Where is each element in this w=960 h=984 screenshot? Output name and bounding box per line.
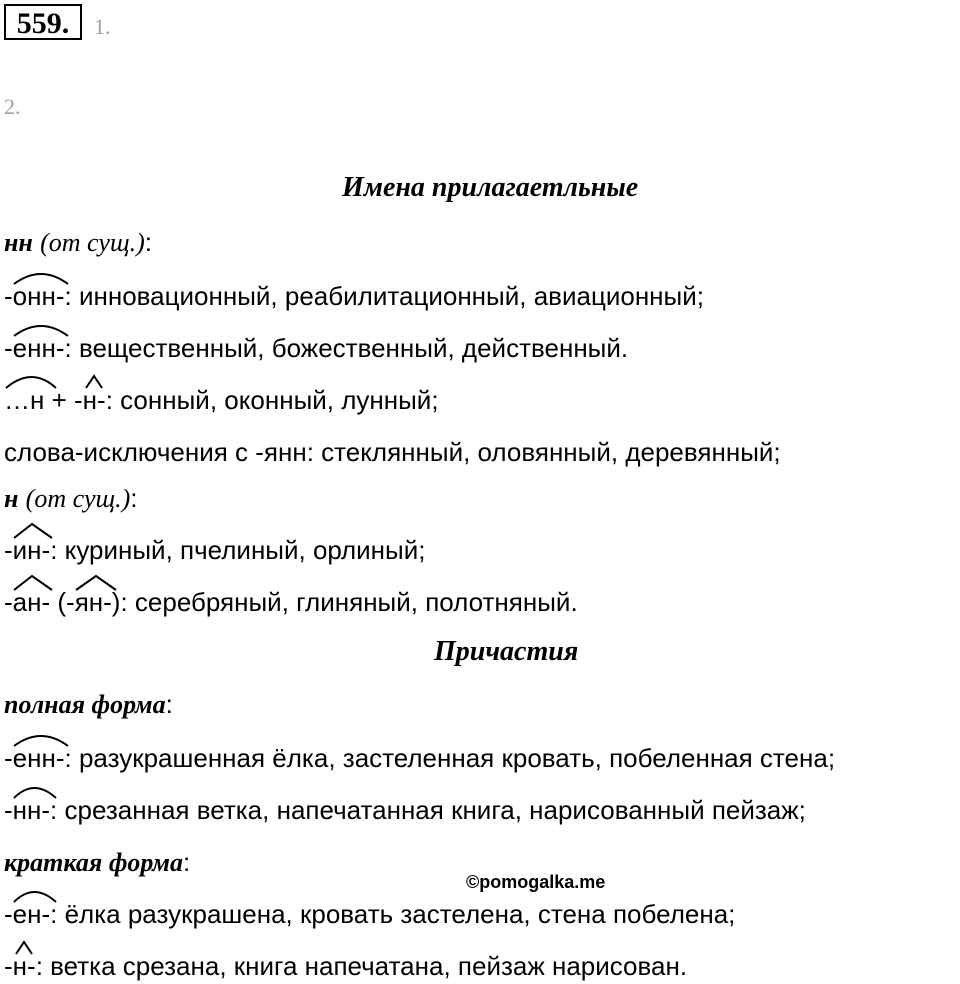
full-form-label: полная форма [4, 690, 166, 719]
nn-label-line [4, 226, 152, 259]
suffix-n: -н- [74, 384, 106, 416]
suffix-enn: -енн- [4, 332, 65, 364]
adj-row-enn-text: : вещественный, божественный, действенный. [64, 333, 629, 363]
suffix-in: -ин- [4, 534, 50, 566]
nn-label: нн [4, 228, 33, 257]
paren-open: ( [50, 587, 67, 617]
nn-colon: : [144, 227, 152, 257]
full-form-line [4, 688, 173, 721]
short-form-label: краткая форма [4, 848, 183, 877]
suffix-arc-icon [4, 888, 64, 902]
n-colon: : [130, 483, 138, 513]
suffix-n-part: -н- [4, 950, 36, 982]
suffix-arc-icon [4, 732, 74, 746]
suffix-caret-icon [4, 940, 44, 954]
n-label-line [4, 482, 138, 515]
item-2-label: 2. [4, 94, 21, 119]
adj-row-onn [4, 280, 704, 312]
adj-row-an [4, 586, 578, 618]
part-row-nn [4, 794, 806, 826]
part-row-enn-text: : разукрашенная ёлка, застеленная кровать, побеленная стена; [64, 743, 836, 773]
suffix-yan: -ян- [66, 586, 112, 618]
suffix-arc-icon [4, 322, 74, 336]
suffix-caret-icon [74, 374, 114, 388]
adj-row-in-text: : куриный, пчелиный, орлиный; [50, 535, 426, 565]
suffix-onn: -онн- [4, 280, 65, 312]
suffix-caret-icon [4, 576, 64, 590]
adjectives-heading: Имена прилагаетльные [342, 172, 639, 203]
short-form-colon: : [182, 847, 191, 877]
suffix-caret-icon [66, 576, 126, 590]
plus-sign: + [44, 385, 74, 415]
adj-row-in [4, 534, 425, 566]
short-form-line [4, 846, 190, 879]
part-row-enn [4, 742, 835, 774]
adj-row-exceptions: слова-исключения с -янн: стеклянный, оловянный, деревянный; [4, 437, 781, 467]
root-arc-icon [4, 374, 60, 388]
adj-row-an-text: ): серебряный, глиняный, полотняный. [111, 587, 578, 617]
n-label: н [4, 484, 19, 513]
task-number: 559. [4, 4, 82, 40]
part-row-n [4, 950, 687, 982]
adj-row-enn [4, 332, 628, 364]
suffix-an: -ан- [4, 586, 50, 618]
suffix-en: -ен- [4, 898, 50, 930]
part-row-n-text: : ветка срезана, книга напечатана, пейзаж нарисован. [35, 951, 688, 981]
part-row-en [4, 898, 735, 930]
part-row-nn-text: : срезанная ветка, напечатанная книга, нарисованный пейзаж; [50, 795, 806, 825]
adj-row-onn-text: : инновационный, реабилитационный, авиационный; [64, 281, 704, 311]
suffix-nn: -нн- [4, 794, 50, 826]
root-n: …н [4, 384, 44, 416]
part-row-en-text: : ёлка разукрашена, кровать застелена, стена побелена; [50, 899, 736, 929]
n-note: (от сущ.) [25, 484, 131, 513]
item-1-label: 1. [94, 14, 111, 39]
adj-row-n-root-text: : сонный, оконный, лунный; [105, 385, 439, 415]
suffix-caret-icon [4, 524, 64, 538]
suffix-arc-icon [4, 784, 64, 798]
full-form-colon: : [165, 689, 173, 719]
watermark: ©pomogalka.me [466, 872, 606, 892]
nn-note: (от сущ.) [40, 228, 145, 257]
adj-row-n-root [4, 384, 439, 416]
suffix-arc-icon [4, 270, 74, 284]
participles-heading: Причастия [434, 636, 579, 667]
suffix-enn-part: -енн- [4, 742, 65, 774]
